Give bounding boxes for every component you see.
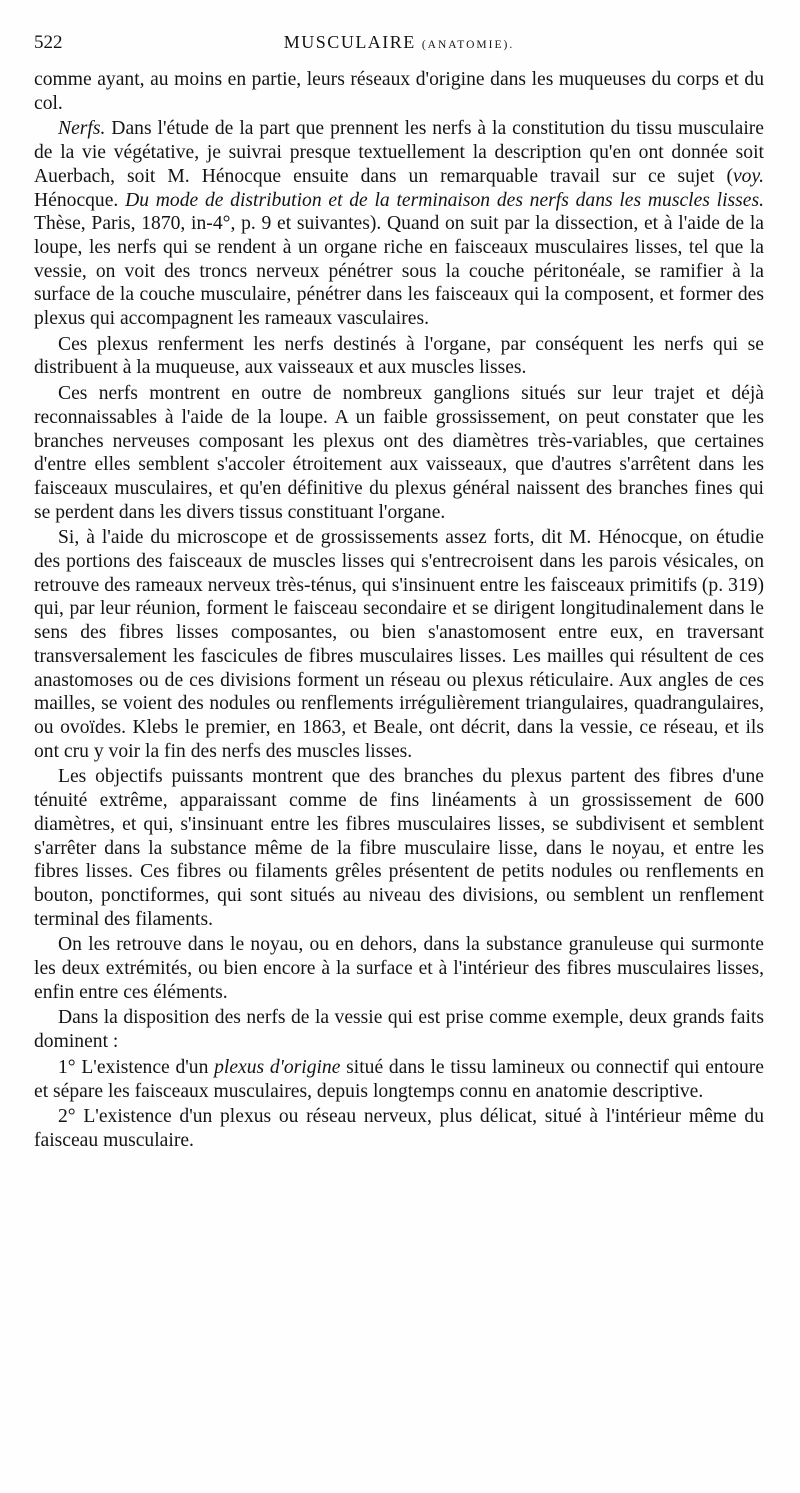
section-lead-nerfs: Nerfs. xyxy=(58,118,106,140)
paragraph-disposition: Dans la disposition des nerfs de la vessie qui est prise comme exemple, deux grands faits dominent : xyxy=(34,1007,764,1053)
fact-one-text-b: situé dans le tissu lamineux ou connectif qui entoure et sépare les faisceaux musculaires, depuis longtemps connu en anatomie descriptive. xyxy=(34,1056,764,1102)
running-head-title: MUSCULAIRE xyxy=(283,32,416,52)
paragraph-ganglions: Ces nerfs montrent en outre de nombreux ganglions situés sur leur trajet et déjà reconnaissables à l'aide de la loupe. A un faible grossissement, on peut constater que les branches nerveuses composant les plexus ont des diamètres très-variables, que certaines d'entre elles semblent s'accoler étroitement aux vaisseaux, que d'autres s'arrêtent dans les faisceaux musculaires, et qu'en définitive du plexus général naissent des branches fines qui se perdent dans les divers tissus constituant l'organe. xyxy=(34,383,764,523)
paragraph-noyau: On les retrouve dans le noyau, ou en dehors, dans la substance granuleuse qui surmonte les deux extrémités, ou bien encore à la surface et à l'intérieur des fibres musculaires lisses, enfin entre ces éléments. xyxy=(34,934,764,1003)
paragraph-plexus: Ces plexus renferment les nerfs destinés à l'organe, par conséquent les nerfs qui se distribuent à la muqueuse, aux vaisseaux et aux muscles lisses. xyxy=(34,333,764,379)
body-text xyxy=(34,68,764,1153)
page-header xyxy=(34,32,764,58)
paragraph-nerfs-text-b: Hénocque. xyxy=(34,189,126,211)
paragraph-objectifs: Les objectifs puissants montrent que des branches du plexus partent des fibres d'une ténuité extrême, apparaissant comme de fins linéaments à un grossissement de 600 diamètres, et qui, s'insinuant entre les fibres musculaires lisses, se subdivisent et semblent s'arrêter dans la substance même de la fibre musculaire lisse, dans le noyau, et entre les fibres lisses. Ces fibres ou filaments grêles présentent de petits nodules ou renflements en bouton, ponctiformes, qui sont situés au niveau des divisions, ou semblent un renflement terminal des filaments. xyxy=(34,766,764,930)
paragraph-fact-two: 2° L'existence d'un plexus ou réseau nerveux, plus délicat, situé à l'intérieur même du faisceau musculaire. xyxy=(34,1106,764,1151)
paragraph-nerfs-text-c: Thèse, Paris, 1870, in-4°, p. 9 et suivantes). Quand on suit par la dissection, et à l'aide de la loupe, les nerfs qui se rendent à un organe riche en faisceaux musculaires lisses, tel que la vessie, on voit des troncs nerveux pénétrer sous la couche péritonéale, se ramifier à la surface de la couche musculaire, pénétrer dans les faisceaux qui la composent, et former des plexus qui accompagnent les rameaux vasculaires. xyxy=(34,213,764,330)
running-head xyxy=(34,32,764,53)
paragraph-continuation: comme ayant, au moins en partie, leurs réseaux d'origine dans les muqueuses du corps et du col. xyxy=(34,69,764,114)
thesis-title: Du mode de distribution et de la terminaison des nerfs dans les muscles lisses. xyxy=(125,189,765,211)
fact-one-text-a: 1° L'existence d'un xyxy=(58,1056,215,1078)
paragraph-nerfs-text-a: Dans l'étude de la part que prennent les nerfs à la constitution du tissu musculaire de la vie végétative, je suivrai presque textuellement la description qu'en ont donnée soit Auerbach, soit M. Hénocque ensuite dans un remarquable travail sur ce sujet ( xyxy=(34,118,764,187)
running-head-subtitle: (ANATOMIE). xyxy=(421,39,515,51)
page-number: 522 xyxy=(34,32,63,53)
citation-voy: voy. xyxy=(732,165,764,187)
plexus-origine-term: plexus d'origine xyxy=(214,1056,341,1078)
paragraph-microscope: Si, à l'aide du microscope et de grossissements assez forts, dit M. Hénocque, on étudie des portions des faisceaux de muscles lisses qui s'entrecroisent dans les parois vésicales, on retrouve des rameaux nerveux très-ténus, qui s'insinuent entre les faisceaux primitifs (p. 319) qui, par leur réunion, forment le faisceau secondaire et se dirigent longitudinalement dans le sens des fibres lisses composantes, ou bien s'anastomosent entre eux, en traversant transversalement les fascicules de fibres musculaires lisses. Les mailles qui résultent de ces anastomoses ou de ces divisions forment un réseau ou plexus réticulaire. Aux angles de ces mailles, se voient des nodules ou renflements irrégulièrement triangulaires, quadrangulaires, ou ovoïdes. Klebs le premier, en 1863, et Beale, ont décrit, dans la vessie, ce réseau, et ils ont cru y voir la fin des nerfs des muscles lisses. xyxy=(34,527,764,762)
paragraph-nerfs xyxy=(34,117,764,330)
paragraph-fact-one xyxy=(34,1056,764,1103)
